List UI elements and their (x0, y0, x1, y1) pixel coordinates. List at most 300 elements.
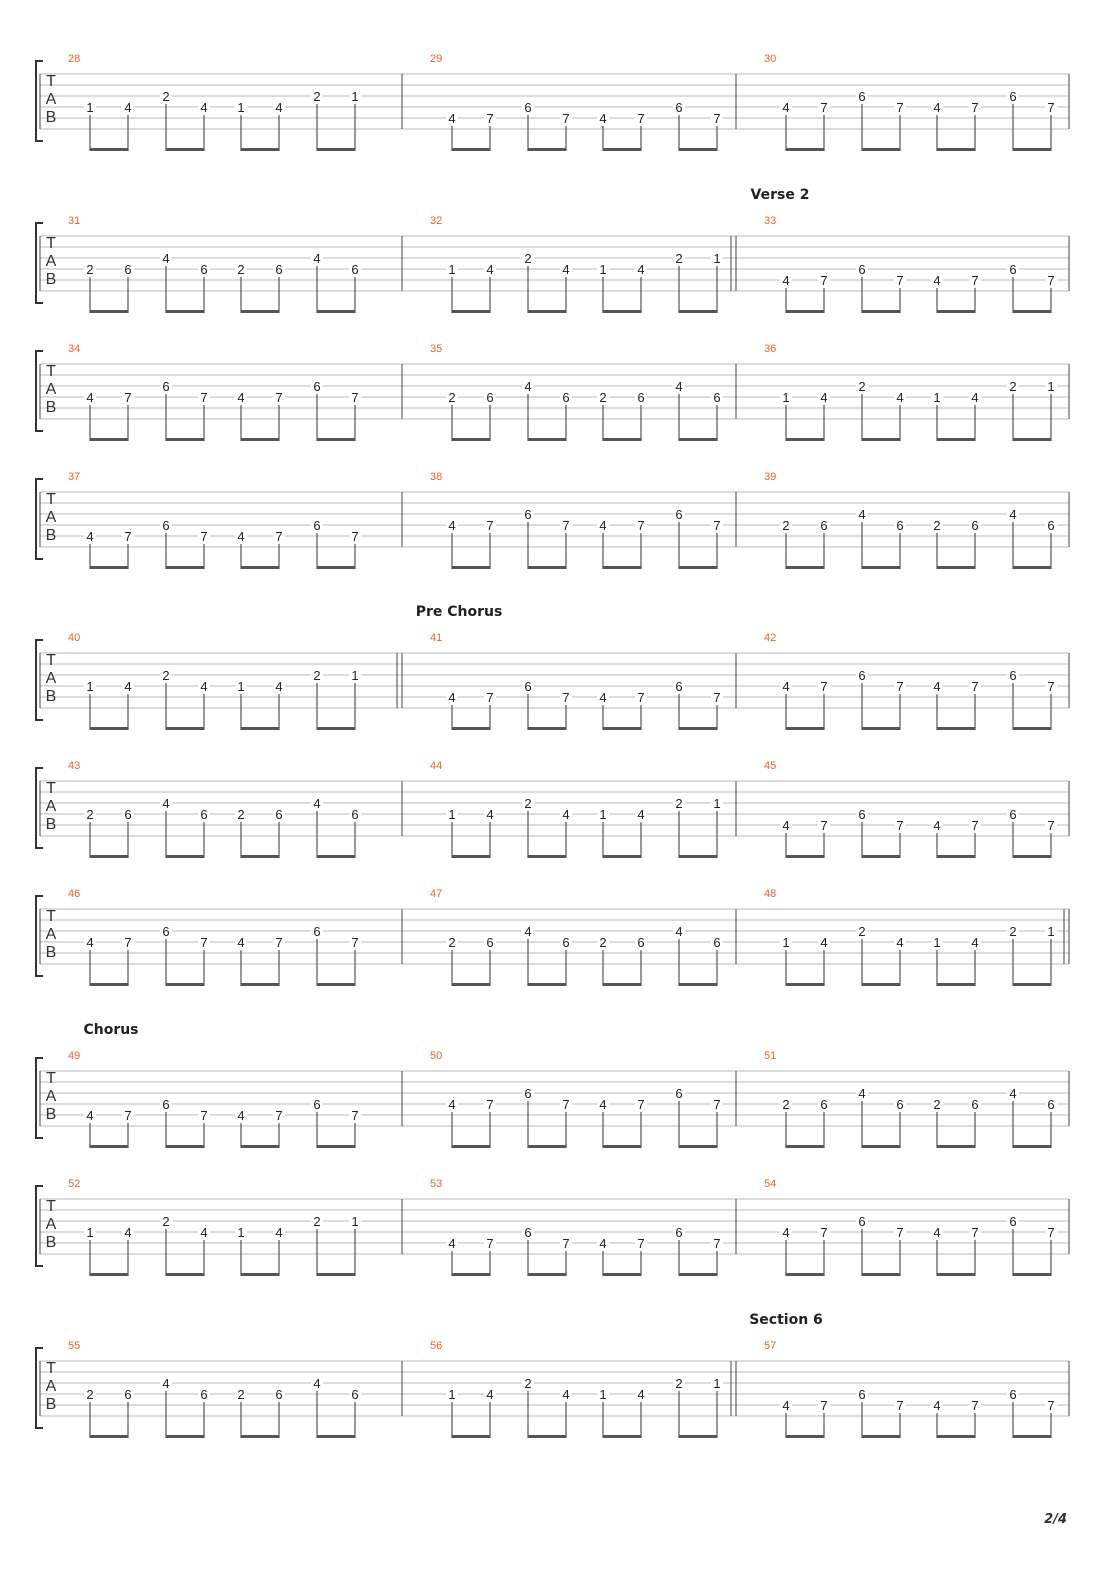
beam (786, 1435, 824, 1438)
beam (862, 727, 900, 730)
tab-system (36, 471, 1069, 569)
beam (786, 983, 824, 986)
tab-clef-letter: B (45, 816, 57, 833)
fret-number: 1 (782, 935, 790, 950)
fret-number: 6 (971, 518, 979, 533)
fret-number: 1 (448, 807, 456, 822)
beam (1013, 727, 1051, 730)
fret-number: 1 (599, 262, 607, 277)
fret-number: 2 (313, 668, 321, 683)
beam (166, 148, 204, 151)
fret-number: 4 (782, 273, 790, 288)
beam (452, 1273, 490, 1276)
fret-number: 2 (599, 935, 607, 950)
beam (90, 1145, 128, 1148)
tab-clef-letter: A (45, 381, 57, 398)
fret-number: 4 (562, 807, 570, 822)
fret-number: 7 (124, 935, 132, 950)
tab-clef-letter: T (46, 908, 56, 925)
fret-number: 6 (637, 935, 645, 950)
tab-clef-letter: A (45, 1216, 57, 1233)
fret-number: 4 (858, 507, 866, 522)
beam (528, 310, 566, 313)
fret-number: 6 (675, 1225, 683, 1240)
fret-number: 7 (486, 518, 494, 533)
tab-clef-letter: B (45, 688, 57, 705)
fret-number: 4 (448, 1097, 456, 1112)
fret-number: 6 (858, 1387, 866, 1402)
fret-number: 6 (1009, 807, 1017, 822)
beam (786, 855, 824, 858)
tab-clef-letter: T (46, 1198, 56, 1215)
fret-number: 7 (820, 1225, 828, 1240)
beam (317, 983, 355, 986)
fret-number: 7 (200, 935, 208, 950)
fret-number: 6 (1047, 1097, 1055, 1112)
fret-number: 7 (1047, 1225, 1055, 1240)
fret-number: 7 (124, 1108, 132, 1123)
fret-number: 4 (313, 1376, 321, 1391)
measure-number: 43 (68, 760, 81, 772)
fret-number: 7 (275, 529, 283, 544)
fret-number: 7 (562, 111, 570, 126)
beam (528, 148, 566, 151)
beam (317, 438, 355, 441)
fret-number: 6 (1009, 89, 1017, 104)
fret-number: 4 (599, 1097, 607, 1112)
fret-number: 4 (782, 1225, 790, 1240)
fret-number: 6 (313, 1097, 321, 1112)
measure-number: 49 (68, 1050, 81, 1062)
fret-number: 7 (562, 518, 570, 533)
fret-number: 4 (782, 100, 790, 115)
beam (786, 438, 824, 441)
fret-number: 2 (858, 924, 866, 939)
fret-number: 7 (124, 390, 132, 405)
beam (528, 727, 566, 730)
fret-number: 7 (971, 1398, 979, 1413)
tab-system (36, 888, 1069, 986)
fret-number: 7 (971, 100, 979, 115)
fret-number: 6 (124, 262, 132, 277)
fret-number: 7 (637, 1236, 645, 1251)
tab-system (36, 1312, 1069, 1438)
fret-number: 2 (524, 796, 532, 811)
beam (603, 1145, 641, 1148)
fret-number: 6 (675, 1086, 683, 1101)
beam (937, 1273, 975, 1276)
fret-number: 4 (313, 796, 321, 811)
fret-number: 7 (124, 529, 132, 544)
fret-number: 6 (713, 390, 721, 405)
fret-number: 4 (200, 1225, 208, 1240)
fret-number: 7 (713, 1097, 721, 1112)
fret-number: 4 (313, 251, 321, 266)
beam (1013, 855, 1051, 858)
fret-number: 4 (933, 1225, 941, 1240)
tab-system (36, 1022, 1069, 1148)
fret-number: 7 (820, 100, 828, 115)
fret-number: 7 (971, 1225, 979, 1240)
fret-number: 6 (562, 935, 570, 950)
fret-number: 6 (1047, 518, 1055, 533)
beam (166, 983, 204, 986)
fret-number: 4 (782, 1398, 790, 1413)
fret-number: 6 (858, 807, 866, 822)
fret-number: 1 (599, 807, 607, 822)
beam (679, 983, 717, 986)
fret-number: 4 (896, 390, 904, 405)
beam (241, 148, 279, 151)
tab-clef-letter: B (45, 1234, 57, 1251)
beam (452, 1435, 490, 1438)
measure-number: 28 (68, 53, 81, 65)
fret-number: 4 (162, 251, 170, 266)
beam (1013, 1435, 1051, 1438)
measure-number: 34 (68, 343, 81, 355)
fret-number: 7 (896, 818, 904, 833)
fret-number: 4 (162, 796, 170, 811)
tab-clef-letter: T (46, 235, 56, 252)
fret-number: 4 (933, 1398, 941, 1413)
fret-number: 1 (713, 1376, 721, 1391)
fret-number: 4 (124, 679, 132, 694)
beam (679, 727, 717, 730)
fret-number: 6 (971, 1097, 979, 1112)
beam (90, 566, 128, 569)
beam (241, 1273, 279, 1276)
fret-number: 6 (275, 1387, 283, 1402)
measure-number: 52 (68, 1178, 81, 1190)
fret-number: 7 (486, 111, 494, 126)
fret-number: 4 (237, 529, 245, 544)
beam (90, 983, 128, 986)
fret-number: 7 (200, 529, 208, 544)
tab-clef-letter: A (45, 1088, 57, 1105)
fret-number: 7 (275, 935, 283, 950)
fret-number: 1 (351, 1214, 359, 1229)
beam (603, 1273, 641, 1276)
fret-number: 4 (486, 262, 494, 277)
fret-number: 6 (313, 379, 321, 394)
fret-number: 6 (486, 390, 494, 405)
fret-number: 4 (637, 1387, 645, 1402)
fret-number: 6 (858, 262, 866, 277)
fret-number: 7 (637, 111, 645, 126)
beam (937, 438, 975, 441)
tab-clef-letter: A (45, 253, 57, 270)
beam (241, 566, 279, 569)
tab-system (36, 1178, 1069, 1276)
beam (317, 1273, 355, 1276)
fret-number: 4 (599, 1236, 607, 1251)
tab-clef-letter: B (45, 1396, 57, 1413)
beam (241, 1435, 279, 1438)
beam (452, 855, 490, 858)
tab-clef-letter: A (45, 91, 57, 108)
fret-number: 1 (237, 679, 245, 694)
tab-system (36, 760, 1069, 858)
beam (862, 1273, 900, 1276)
fret-number: 1 (237, 100, 245, 115)
fret-number: 6 (858, 668, 866, 683)
fret-number: 2 (448, 390, 456, 405)
measure-number: 41 (430, 632, 443, 644)
fret-number: 6 (486, 935, 494, 950)
beam (679, 566, 717, 569)
beam (937, 566, 975, 569)
fret-number: 2 (599, 390, 607, 405)
fret-number: 6 (858, 89, 866, 104)
tab-clef-letter: T (46, 652, 56, 669)
fret-number: 6 (896, 518, 904, 533)
tab-system (36, 187, 1069, 313)
fret-number: 4 (86, 935, 94, 950)
fret-number: 2 (933, 1097, 941, 1112)
tab-clef-letter: A (45, 798, 57, 815)
fret-number: 7 (1047, 818, 1055, 833)
fret-number: 4 (971, 935, 979, 950)
fret-number: 7 (1047, 679, 1055, 694)
beam (937, 1145, 975, 1148)
tab-clef-letter: B (45, 527, 57, 544)
fret-number: 2 (524, 1376, 532, 1391)
beam (679, 855, 717, 858)
fret-number: 4 (448, 1236, 456, 1251)
beam (937, 1435, 975, 1438)
fret-number: 2 (675, 796, 683, 811)
tab-clef-letter: T (46, 73, 56, 90)
beam (786, 1273, 824, 1276)
measure-number: 46 (68, 888, 81, 900)
beam (317, 148, 355, 151)
beam (603, 438, 641, 441)
fret-number: 4 (896, 935, 904, 950)
beam (528, 855, 566, 858)
fret-number: 7 (896, 1398, 904, 1413)
fret-number: 6 (713, 935, 721, 950)
fret-number: 6 (351, 807, 359, 822)
fret-number: 6 (313, 924, 321, 939)
fret-number: 4 (524, 379, 532, 394)
fret-number: 2 (858, 379, 866, 394)
fret-number: 6 (162, 518, 170, 533)
beam (528, 1145, 566, 1148)
measure-number: 53 (430, 1178, 443, 1190)
fret-number: 4 (933, 273, 941, 288)
beam (166, 566, 204, 569)
measure-number: 36 (764, 343, 777, 355)
fret-number: 7 (486, 1236, 494, 1251)
beam (452, 148, 490, 151)
fret-number: 7 (562, 1097, 570, 1112)
fret-number: 2 (162, 89, 170, 104)
measure-number: 48 (764, 888, 777, 900)
beam (241, 855, 279, 858)
fret-number: 4 (275, 679, 283, 694)
beam (241, 310, 279, 313)
beam (786, 566, 824, 569)
fret-number: 2 (237, 1387, 245, 1402)
fret-number: 4 (86, 1108, 94, 1123)
fret-number: 7 (896, 273, 904, 288)
beam (528, 566, 566, 569)
fret-number: 2 (524, 251, 532, 266)
fret-number: 4 (562, 262, 570, 277)
beam (862, 1435, 900, 1438)
fret-number: 7 (971, 679, 979, 694)
fret-number: 2 (86, 1387, 94, 1402)
fret-number: 6 (200, 1387, 208, 1402)
beam (317, 727, 355, 730)
beam (603, 855, 641, 858)
beam (679, 148, 717, 151)
measure-number: 33 (764, 215, 777, 227)
beam (166, 310, 204, 313)
beam (90, 855, 128, 858)
beam (241, 727, 279, 730)
tab-system (36, 343, 1069, 441)
beam (679, 310, 717, 313)
beam (937, 148, 975, 151)
beam (786, 1145, 824, 1148)
fret-number: 6 (200, 807, 208, 822)
beam (937, 727, 975, 730)
fret-number: 7 (486, 1097, 494, 1112)
fret-number: 4 (524, 924, 532, 939)
fret-number: 2 (782, 1097, 790, 1112)
fret-number: 7 (351, 935, 359, 950)
fret-number: 4 (448, 111, 456, 126)
beam (603, 983, 641, 986)
measure-number: 30 (764, 53, 777, 65)
fret-number: 1 (351, 668, 359, 683)
fret-number: 2 (237, 807, 245, 822)
fret-number: 4 (637, 807, 645, 822)
beam (166, 1145, 204, 1148)
beam (452, 438, 490, 441)
fret-number: 1 (1047, 379, 1055, 394)
fret-number: 7 (351, 1108, 359, 1123)
fret-number: 6 (351, 1387, 359, 1402)
fret-number: 2 (237, 262, 245, 277)
fret-number: 4 (486, 1387, 494, 1402)
beam (603, 148, 641, 151)
fret-number: 7 (820, 273, 828, 288)
fret-number: 7 (562, 1236, 570, 1251)
fret-number: 6 (1009, 1214, 1017, 1229)
tab-clef-letter: T (46, 780, 56, 797)
beam (937, 855, 975, 858)
beam (528, 438, 566, 441)
beam (317, 1435, 355, 1438)
fret-number: 7 (275, 1108, 283, 1123)
tab-clef-letter: B (45, 399, 57, 416)
fret-number: 4 (237, 1108, 245, 1123)
beam (528, 1273, 566, 1276)
fret-number: 1 (86, 100, 94, 115)
tab-clef-letter: A (45, 1378, 57, 1395)
fret-number: 2 (313, 1214, 321, 1229)
beam (1013, 566, 1051, 569)
tab-clef-letter: B (45, 109, 57, 126)
beam (452, 310, 490, 313)
fret-number: 2 (448, 935, 456, 950)
page-number: 2/4 (1044, 1512, 1067, 1527)
tab-system (36, 604, 1069, 730)
section-label: Verse 2 (750, 187, 810, 203)
beam (90, 1273, 128, 1276)
fret-number: 4 (86, 390, 94, 405)
fret-number: 4 (599, 518, 607, 533)
beam (862, 983, 900, 986)
tab-clef-letter: T (46, 1360, 56, 1377)
fret-number: 1 (448, 1387, 456, 1402)
measure-number: 47 (430, 888, 443, 900)
fret-number: 6 (275, 807, 283, 822)
fret-number: 6 (820, 518, 828, 533)
beam (1013, 1145, 1051, 1148)
fret-number: 4 (200, 100, 208, 115)
fret-number: 6 (1009, 1387, 1017, 1402)
fret-number: 7 (971, 273, 979, 288)
fret-number: 2 (86, 807, 94, 822)
measure-number: 45 (764, 760, 777, 772)
fret-number: 4 (124, 1225, 132, 1240)
fret-number: 1 (448, 262, 456, 277)
beam (862, 1145, 900, 1148)
fret-number: 6 (524, 100, 532, 115)
fret-number: 7 (896, 100, 904, 115)
fret-number: 6 (524, 1086, 532, 1101)
fret-number: 6 (162, 924, 170, 939)
fret-number: 7 (200, 390, 208, 405)
fret-number: 7 (637, 1097, 645, 1112)
beam (1013, 310, 1051, 313)
fret-number: 2 (933, 518, 941, 533)
beam (679, 1435, 717, 1438)
measure-number: 35 (430, 343, 443, 355)
fret-number: 4 (820, 935, 828, 950)
fret-number: 6 (200, 262, 208, 277)
fret-number: 6 (162, 1097, 170, 1112)
fret-number: 7 (200, 1108, 208, 1123)
fret-number: 7 (896, 679, 904, 694)
fret-number: 6 (1009, 262, 1017, 277)
fret-number: 4 (200, 679, 208, 694)
beam (166, 727, 204, 730)
tab-clef-letter: A (45, 509, 57, 526)
beam (862, 310, 900, 313)
fret-number: 4 (1009, 1086, 1017, 1101)
fret-number: 4 (782, 818, 790, 833)
fret-number: 7 (1047, 273, 1055, 288)
tab-clef-letter: T (46, 363, 56, 380)
beam (937, 983, 975, 986)
beam (317, 855, 355, 858)
beam (90, 148, 128, 151)
measure-number: 57 (764, 1340, 777, 1352)
measure-number: 29 (430, 53, 443, 65)
beam (786, 310, 824, 313)
fret-number: 4 (86, 529, 94, 544)
fret-number: 2 (1009, 379, 1017, 394)
tab-clef-letter: B (45, 271, 57, 288)
fret-number: 4 (820, 390, 828, 405)
fret-number: 1 (599, 1387, 607, 1402)
fret-number: 6 (524, 507, 532, 522)
tab-clef-letter: B (45, 944, 57, 961)
